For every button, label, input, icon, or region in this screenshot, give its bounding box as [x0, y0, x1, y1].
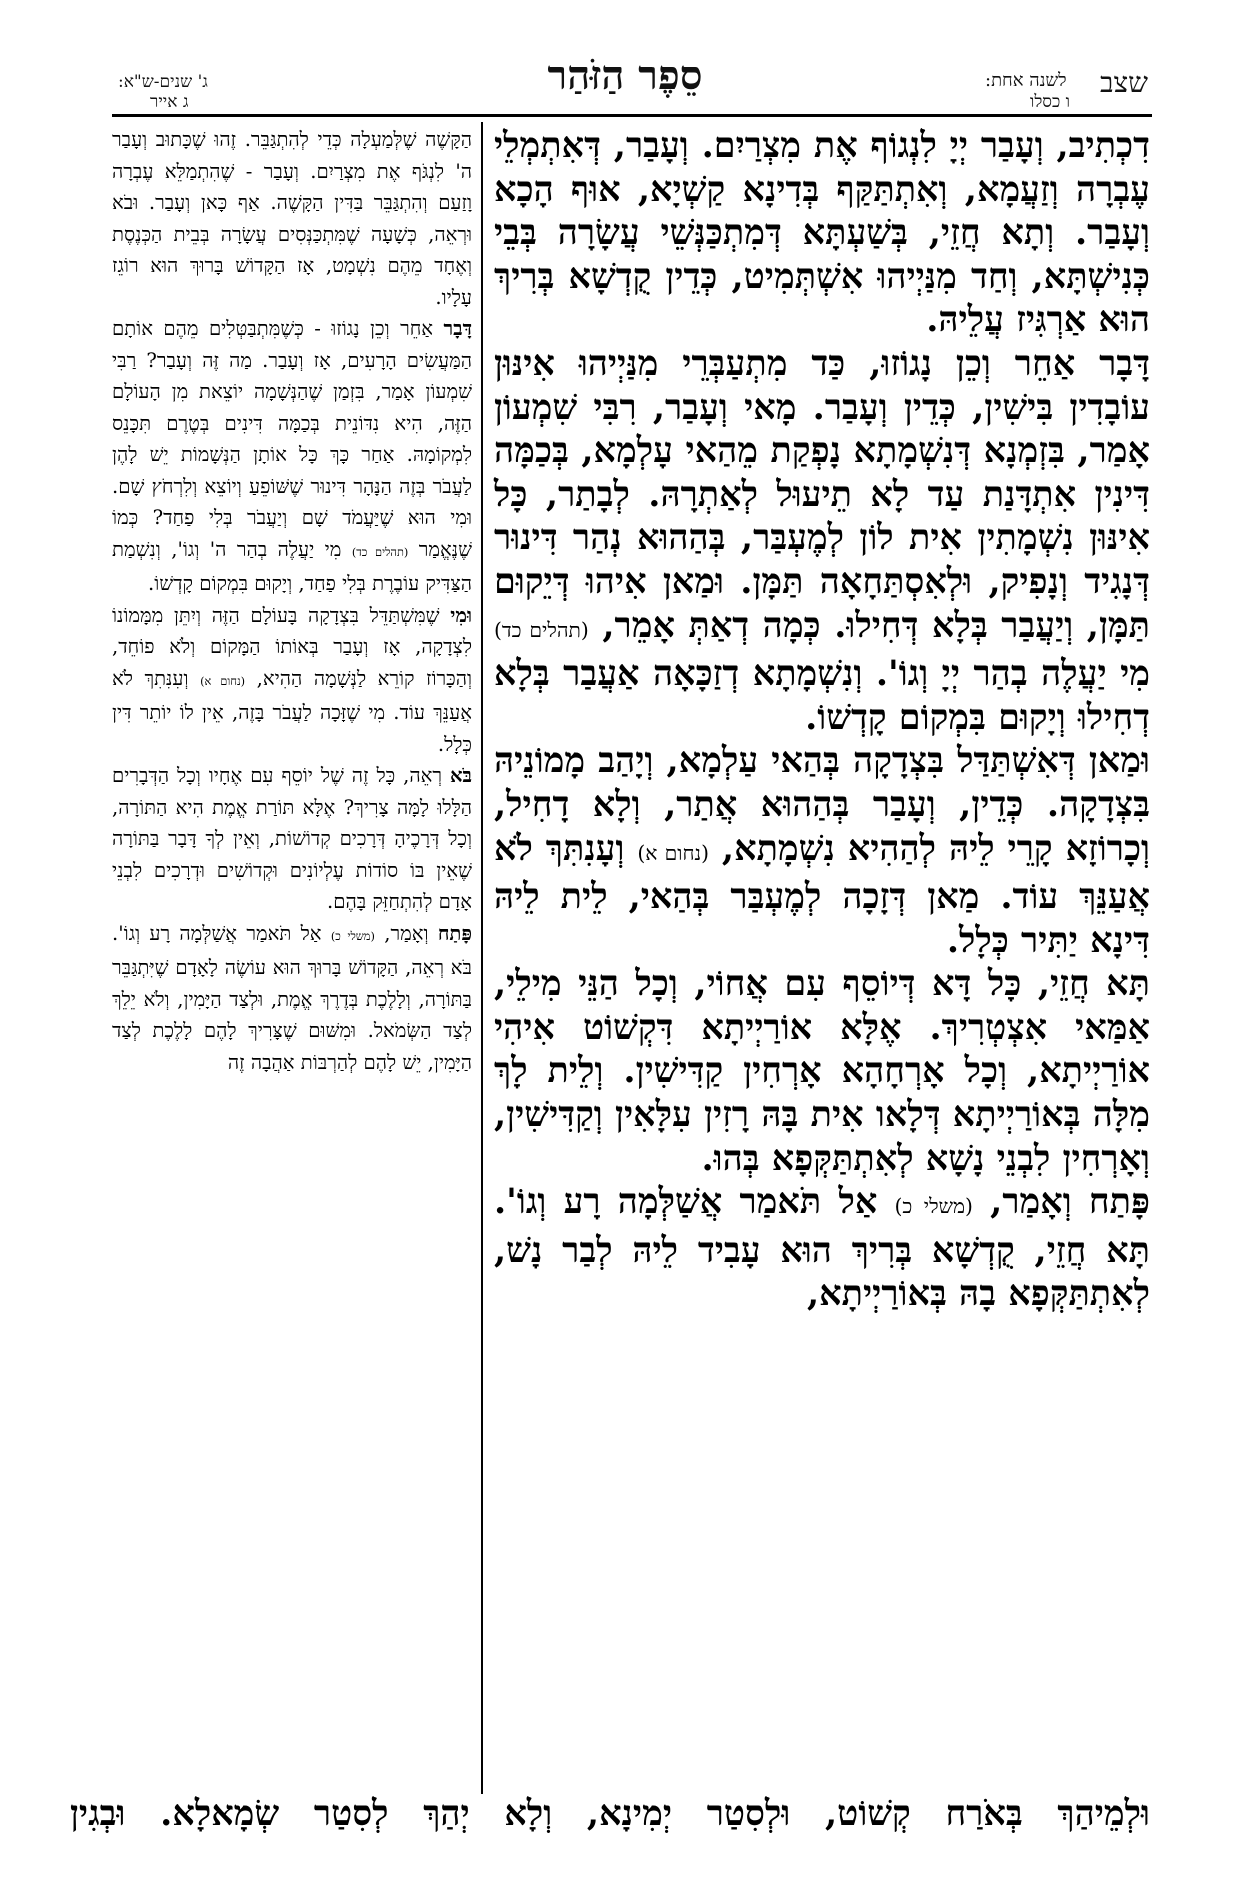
verse-reference: (נחום א) [200, 673, 246, 688]
hebrew-paragraph [112, 313, 472, 600]
paragraph-text-continued: אַל תֹּאמַר אֲשַׁלְּמָה רָע וְגוֹ'. בֹּא רְאֵה, הַקָּדוֹשׁ בָּרוּךְ הוּא עוֹשֶׂה לָאָדָם שֶׁיִּתְגַּבֵּר בַּתּוֹרָה, וְלָלֶכֶת בְּדֶרֶךְ אֱמֶת, וּלְצַד הַיָּמִין, וְלֹא יֵלֵךְ לְצַד הַשְּׂמֹאל. וּמִשּׁוּם שֶׁצָּרִיךְ לָהֶם לָלֶכֶת לְצַד הַיָּמִין, יֵשׁ לָהֶם לְהַרְבּוֹת אַהֲבָה זֶה [112, 921, 472, 1074]
page-header [0, 0, 1253, 118]
hebrew-paragraph [112, 124, 472, 313]
opening-word: וּמַאן [1088, 740, 1150, 782]
paragraph-text: וְאָמַר, [990, 1181, 1072, 1223]
book-title: סֵפֶר הַזֹּהַר [547, 52, 703, 99]
verse-reference: (תהלים כד) [351, 544, 409, 559]
paragraph-text: שֶׁמִּשְׁתַּדֵּל בִּצְדָקָה בָּעוֹלָם הַזֶּה וְיִתֵּן מִמָּמוֹנוֹ לִצְדָקָה, אָז וְעָבַר בְּאוֹתוֹ הַמָּקוֹם וְלֹא פוֹחֵד, וְהַכָּרוֹז קוֹרֵא לַנְּשָׁמָה הַהִיא, [112, 603, 473, 690]
verse-reference: (משלי כ) [894, 1194, 973, 1219]
paragraph-text-continued: וְעִנִּתִךְ לֹא אֲעַנֵּךְ עוֹד. מִי שֶׁזָּכָה לַעֲבֹר בָּזֶה, אֵין לוֹ יוֹתֵר דִּין כְּלָל. [112, 666, 472, 756]
opening-word: וּמִי [450, 603, 472, 627]
paragraph-text: אַחֵר וְכֵן נָגוֹזוּ - כְּשֶׁמִּתְבַּטְּלִים מֵהֶם אוֹתָם הַמַּעֲשִׂים הָרָעִים, אָז וְעָבַר. מַה זֶּה וְעָבַר? רַבִּי שִׁמְעוֹן אָמַר, בִּזְמַן שֶׁהַנְּשָׁמָה יוֹצֵאת מִן הָעוֹלָם הַזֶּה, הִיא נִדּוֹנֵית בְּכַמָּה דִּינִים בְּטֶרֶם תִּכָּנֵס לִמְקוֹמָהּ. אַחַר כָּךְ כָּל אוֹתָן הַנְּשָׁמוֹת יֵשׁ לָהֶן לַעֲבֹר בְּזֶה הַנָּהָר דִּינוּר שֶׁשּׁוֹפֵעַ וְיוֹצֵא וְלִרְחֹץ שָׁם. וּמִי הוּא שֶׁיַּעֲמֹד שָׁם וְיַעֲבֹר בְּלִי פַחַד? כְּמוֹ שֶׁנֶּאֱמַר [112, 317, 472, 561]
opening-word: בֹּא [449, 764, 472, 787]
opening-word: דָּבָר [1099, 342, 1150, 384]
paragraph-text: וְאָמַר, [384, 921, 429, 945]
opening-word: פָּתַח [437, 921, 473, 945]
aramaic-column [494, 124, 1150, 1316]
paragraph-text: חֲזֵי, כָּל דָּא דְּיוֹסֵף עִם אֲחוֹי, וְכָל הַנֵּי מִילֵי, אַמַּאי אִצְטְרִיךְ. אֶלָּא אוֹרַיְיתָא דִּקְשׁוֹט אִיהִי אוֹרַיְיתָא, וְכָל אָרְחָהָא אָרְחִין קַדִּישִׁין. וְלֵית לָךְ מִלָּה בְּאוֹרַיְיתָא דְּלָאו אִית בָּהּ רָזִין עִלָּאִין וְקַדִּישִׁין, וְאָרְחִין לִבְנֵי נָשָׁא לְאִתְתַּקְּפָא בְּהוּ. [494, 963, 1150, 1179]
header-schedule-one-year: לשנה אחת: [985, 70, 1067, 91]
aramaic-paragraph [494, 342, 1150, 739]
hebrew-paragraph [112, 918, 472, 1079]
header-date-three-years: ג אייר [150, 92, 189, 112]
verse-reference: (משלי כ) [330, 928, 375, 943]
column-divider [481, 122, 483, 1794]
paragraph-text: דְּאִשְׁתַּדַּל בִּצְדָקָה בְּהַאי עַלְמָא, וְיָהַב מָמוֹנֵיהּ בִּצְדָקָה. כְּדֵין, וְעָבַר בְּהַהוּא אֲתַר, וְלָא דָחִיל, וְכָרוֹזָא קָרֵי לֵיהּ לְהַהִיא נִשְׁמָתָא, [494, 740, 1151, 869]
aramaic-bottom-line: וּלְמֵיהַךְ בְּאֹרַח קְשׁוֹט, וּלְסִטַר יְמִינָא, וְלָא יְהַךְ לְסִטַר שְׂמָאלָא. וּבְגִין [70, 1793, 1150, 1834]
paragraph-text-continued: וְעָנִתִּךְ לֹא אֲעַנֵּךְ עוֹד. מַאן דְּזָכָה לְמֶעְבַּר בְּהַאי, לֵית לֵיהּ דִּינָא יַתִּיר כְּלָל. [494, 827, 1150, 961]
header-rule [112, 114, 1152, 117]
paragraph-text: אַחֵר וְכֵן נָגוֹזוּ, כַּד מִתְעַבְּרֵי מִנַּיְיהוּ אִינּוּן עוֹבָדִין בִּישִׁין, כְּדֵין וְעָבַר. מָאי וְעָבַר, רִבִּי שִׁמְעוֹן אָמַר, בִּזְמְנָא דְּנִשְׁמָתָא נָפְקַת מֵהַאי עָלְמָא, בְּכַמָּה דִּינִין אִתְדָּנַת עַד לָא תֵיעוּל לְאַתְרָהּ. לְבָתַר, כָּל אִינּוּן נִשְׁמָתִין אִית לוֹן לְמֶעְבַּר, בְּהַהוּא נְהַר דִּינוּר דְּנָגִיד וְנָפִיק, וּלְאִסְתַּחָאָה תַּמָּן. וּמַאן אִיהוּ דְּיֵקוּם תַּמָּן, וְיַעֲבַר בְּלָא דְּחִילוּ. כְּמָה דְאַתְּ אָמֵר, [494, 342, 1150, 646]
aramaic-paragraph [494, 739, 1150, 962]
aramaic-paragraph [494, 124, 1150, 342]
verse-reference: (תהלים כד) [494, 617, 589, 642]
paragraph-text-continued: אַל תֹּאמַר אֲשַׁלְּמָה רָע וְגוֹ'. תָּא חֲזֵי, קֻדְשָׁא בְּרִיךְ הוּא עָבִיד לֵיהּ לְבַר נָשׁ, לְאִתְתַּקְּפָא בָהּ בְּאוֹרַיְיתָא, [494, 1181, 1150, 1315]
page-number: שצב [1100, 66, 1148, 99]
aramaic-paragraph [494, 1180, 1150, 1316]
aramaic-paragraph [494, 962, 1150, 1180]
paragraph-text: רְאֵה, כָּל זֶה שֶׁל יוֹסֵף עִם אֶחָיו וְכָל הַדְּבָרִים הַלָּלוּ לָמָּה צָרִיךְ? אֶלָּא תּוֹרַת אֱמֶת הִיא הַתּוֹרָה, וְכָל דְּרָכֶיהָ דְּרָכִים קְדוֹשׁוֹת, וְאֵין לְךָ דָּבָר בַּתּוֹרָה שֶׁאֵין בּוֹ סוֹדוֹת עֶלְיוֹנִים וּקְדוֹשִׁים וּדְרָכִים לִבְנֵי אָדָם לְהִתְחַזֵּק בָּהֶם. [112, 764, 472, 913]
paragraph-text-continued: מִי יַעֲלֶה בְהַר ה' וְגוֹ', וְנִשְׁמַת הַצַּדִּיק עוֹבֶרֶת בְּלִי פַחַד, וְיָקוּם בִּמְקוֹם קָדְשׁוֹ. [112, 537, 472, 595]
paragraph-text-continued: מִי יַעֲלֶה בְהַר יְיָ וְגוֹ'. וְנִשְׁמָתָא דְזַכָּאָה אַעֲבַר בְּלָא דְחִילוּ וְיָקוּם בִּמְקוֹם קָדְשׁוֹ. [494, 653, 1150, 738]
header-schedule-three-years: ג' שנים-ש"א: [118, 72, 208, 92]
opening-word: דָּבָר [443, 317, 473, 340]
hebrew-paragraph [112, 760, 472, 918]
verse-reference: (נחום א) [637, 840, 709, 865]
header-date-one-year: ו כסלו [1030, 92, 1071, 112]
paragraph-text: הַקָּשֶׁה שֶׁלְּמַעְלָה כְּדֵי לְהִתְגַּבֵּר. זֶהוּ שֶׁכָּתוּב וְעָבַר ה' לִנְגֹּף אֶת מִצְרַיִם. וְעָבַר - שֶׁהִתְמַלֵּא עֶבְרָה וָזַעַם וְהִתְגַּבֵּר בַּדִּין הַקָּשֶׁה. אַף כָּאן וְעָבַר. וּבֹא וּרְאֵה, כְּשָׁעָה שֶׁמִּתְכַּנְּסִים עֲשָׂרָה בְּבֵית הַכְּנֶסֶת וְאֶחָד מֵהֶם נִשְׁמָט, אָז הַקָּדוֹשׁ בָּרוּךְ הוּא רוֹגֵז עָלָיו. [112, 128, 472, 309]
paragraph-text: דִכְתִיב, וְעָבַר יְיָ לִנְגוֹף אֶת מִצְרַיִם. וְעָבַר, דְּאִתְמְלֵי עֶבְרָה וְזַעֲמָא, וְאִתְתַּקַּף בְּדִינָא קַשְׁיָא, אוּף הָכָא וְעָבַר. וְתָא חֲזֵי, בְּשַׁעְתָּא דְּמִתְכַּנְּשֵׁי עֲשָׂרָה בְּבֵי כְּנִישְׁתָּא, וְחַד מִנַּיְיהוּ אִשְׁתְּמִיט, כְּדֵין קֻדְשָׁא בְּרִיךְ הוּא אַרְגִּיז עֲלֵיהּ. [494, 125, 1150, 341]
hebrew-paragraph [112, 600, 472, 761]
opening-word: תָּא [1106, 963, 1150, 1005]
hebrew-translation-column [112, 124, 472, 1078]
opening-word: פָּתַח [1088, 1181, 1151, 1223]
